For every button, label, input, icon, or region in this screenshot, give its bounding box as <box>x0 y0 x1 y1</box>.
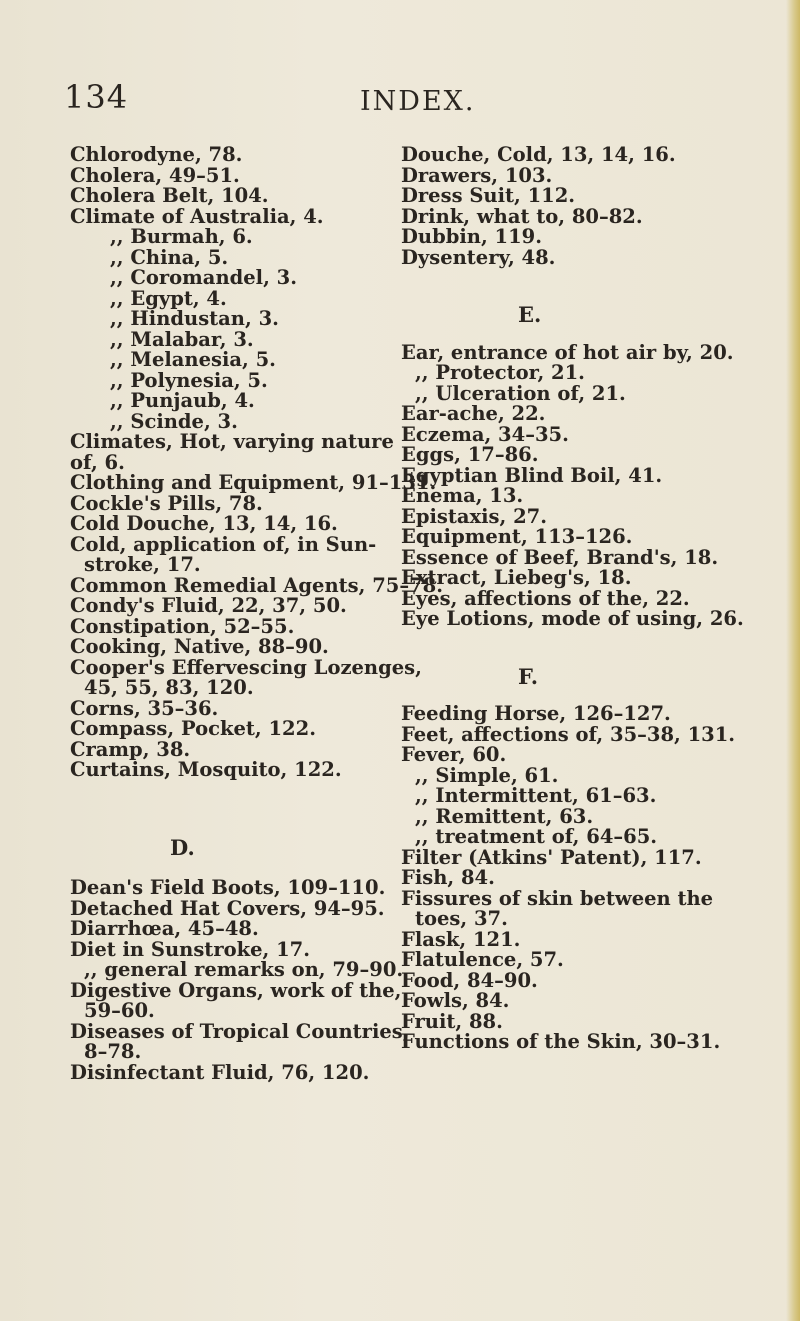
index-entry: Cockle's Pills, 78. <box>70 491 263 515</box>
index-entry: Diarrhœa, 45–48. <box>70 917 259 940</box>
index-column-right <box>401 145 771 1053</box>
section-letter-d: D. <box>170 834 195 860</box>
index-entry: Common Remedial Agents, 75–78. <box>70 573 444 597</box>
index-entry: Compass, Pocket, 122. <box>70 717 316 740</box>
index-entry: Flatulence, 57. <box>401 948 564 971</box>
index-entry-continuation: 8–78. <box>84 1040 142 1063</box>
index-subentry: ,, Egypt, 4. <box>110 286 227 310</box>
section-letter-f: F. <box>518 663 539 689</box>
index-subentry: ,, treatment of, 64–65. <box>415 825 658 848</box>
index-entry: Dubbin, 119. <box>401 225 543 248</box>
index-entry-continuation: stroke, 17. <box>84 553 201 576</box>
index-subentry: ,, Hindustan, 3. <box>110 307 279 330</box>
index-subentry: ,, Protector, 21. <box>415 361 585 384</box>
index-entry: Fruit, 88. <box>401 1009 503 1033</box>
index-subentry: ,, Simple, 61. <box>415 763 559 787</box>
index-entry: Ear-ache, 22. <box>401 402 546 425</box>
index-entry: Climates, Hot, varying nature <box>70 430 394 453</box>
page-number: 134 <box>64 78 129 116</box>
index-entry: Digestive Organs, work of the, <box>70 978 402 1002</box>
index-entry: Cold, application of, in Sun- <box>70 532 377 556</box>
index-entry: Diet in Sunstroke, 17. <box>70 937 311 961</box>
index-entry: Cholera, 49–51. <box>70 163 240 187</box>
index-subentry: ,, Burmah, 6. <box>110 225 253 248</box>
index-entry: Epistaxis, 27. <box>401 504 548 528</box>
index-entry: Curtains, Mosquito, 122. <box>70 758 342 781</box>
index-entry: Enema, 13. <box>401 484 524 507</box>
index-entry: Disinfectant Fluid, 76, 120. <box>70 1060 370 1084</box>
index-entry: Extract, Liebeg's, 18. <box>401 566 632 589</box>
page-edge <box>786 0 800 1321</box>
index-subentry: ,, Scinde, 3. <box>110 409 238 433</box>
index-entry: Detached Hat Covers, 94–95. <box>70 896 385 920</box>
index-entry: Douche, Cold, 13, 14, 16. <box>401 143 676 166</box>
index-subentry: ,, Punjaub, 4. <box>110 389 255 412</box>
index-entry: Cooking, Native, 88–90. <box>70 635 329 658</box>
index-entry: Flask, 121. <box>401 927 521 951</box>
index-entry: Climate of Australia, 4. <box>70 204 324 228</box>
index-entry: Cold Douche, 13, 14, 16. <box>70 512 338 535</box>
index-entry: Diseases of Tropical Countries, <box>70 1019 410 1043</box>
index-entry: Equipment, 113–126. <box>401 525 633 548</box>
index-subentry: ,, Ulceration of, 21. <box>415 381 626 405</box>
index-entry: Eyes, affections of the, 22. <box>401 586 690 610</box>
section-letter-e: E. <box>518 302 542 327</box>
index-entry: Ear, entrance of hot air by, 20. <box>401 340 734 364</box>
index-entry: Fever, 60. <box>401 743 507 766</box>
index-subentry: ,, Melanesia, 5. <box>110 348 276 371</box>
index-entry-continuation: 59–60. <box>84 999 155 1022</box>
index-entry: Cholera Belt, 104. <box>70 184 269 207</box>
index-entry: Clothing and Equipment, 91–131. <box>70 471 437 494</box>
index-subentry: ,, general remarks on, 79–90. <box>84 958 404 981</box>
index-entry: Fissures of skin between the <box>401 886 714 910</box>
index-entry: Essence of Beef, Brand's, 18. <box>401 545 719 569</box>
index-entry: Fish, 84. <box>401 866 495 889</box>
index-entry: Feet, affections of, 35–38, 131. <box>401 722 736 746</box>
index-entry: Egyptian Blind Boil, 41. <box>401 463 663 487</box>
index-subentry: ,, Polynesia, 5. <box>110 368 268 392</box>
index-subentry: ,, Coromandel, 3. <box>110 266 298 289</box>
index-entry: Drawers, 103. <box>401 163 553 187</box>
index-entry: Constipation, 52–55. <box>70 614 295 638</box>
index-entry: Food, 84–90. <box>401 968 538 992</box>
index-subentry: ,, Remittent, 63. <box>415 804 594 828</box>
index-entry: Condy's Fluid, 22, 37, 50. <box>70 594 347 617</box>
index-entry: Corns, 35–36. <box>70 696 219 720</box>
index-subentry: ,, China, 5. <box>110 245 229 269</box>
index-entry: Dean's Field Boots, 109–110. <box>70 876 386 899</box>
index-subentry: ,, Malabar, 3. <box>110 327 254 351</box>
index-entry: Cramp, 38. <box>70 737 191 761</box>
index-entry-continuation: of, 6. <box>70 450 125 474</box>
index-entry-continuation: 45, 55, 83, 120. <box>84 676 254 699</box>
index-entry: Filter (Atkins' Patent), 117. <box>401 845 702 869</box>
index-entry: Chlorodyne, 78. <box>70 143 243 166</box>
index-column-left <box>70 143 444 1084</box>
index-entry: Fowls, 84. <box>401 989 510 1012</box>
index-entry: Eye Lotions, mode of using, 26. <box>401 607 744 630</box>
index-entry: Cooper's Effervescing Lozenges, <box>70 655 422 679</box>
index-subentry: ,, Intermittent, 61–63. <box>415 784 657 807</box>
index-entry-continuation: toes, 37. <box>415 907 508 930</box>
index-entry: Drink, what to, 80–82. <box>401 204 643 228</box>
index-entry: Eczema, 34–35. <box>401 422 569 446</box>
index-entry: Feeding Horse, 126–127. <box>401 702 671 725</box>
index-entry: Functions of the Skin, 30–31. <box>401 1030 721 1053</box>
index-entry: Dysentery, 48. <box>401 245 556 269</box>
index-entry: Dress Suit, 112. <box>401 184 576 207</box>
page-title: INDEX. <box>360 86 476 117</box>
index-entry: Eggs, 17–86. <box>401 443 539 466</box>
